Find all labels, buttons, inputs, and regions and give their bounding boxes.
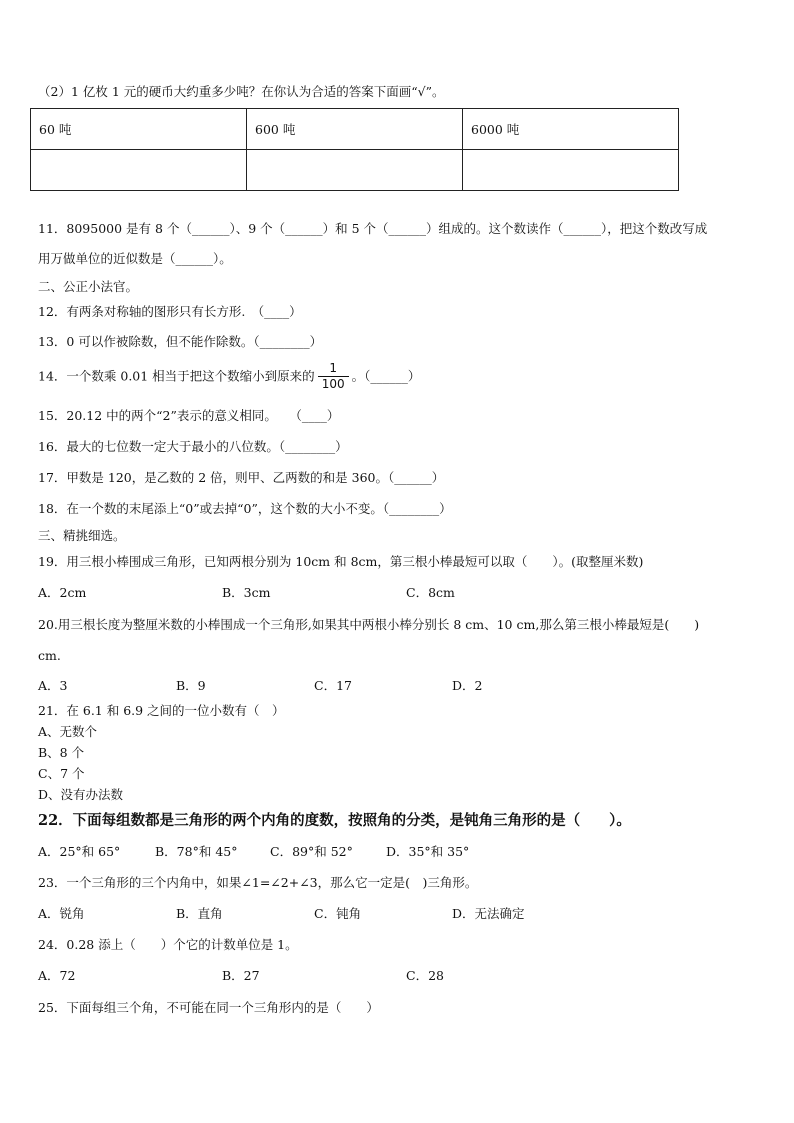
q22-option-b[interactable]: B．78°和 45° [155, 844, 238, 859]
q20-stem-unit: cm. [38, 648, 61, 663]
q11-line2: 用万做单位的近似数是（______）。 [38, 251, 232, 266]
q11-line1: 11．8095000 是有 8 个（______）、9 个（______）和 5 个（______）组成的。这个数读作（______），把这个数改写成 [38, 221, 708, 236]
fraction-one-hundredth [318, 361, 349, 392]
q10-part2-prompt: （2）1 亿枚 1 元的硬币大约重多少吨？在你认为合适的答案下面画“√”。 [38, 84, 445, 99]
q19-stem: 19．用三根小棒围成三角形，已知两根分别为 10cm 和 8cm，第三根小棒最短可以取（ ）。(取整厘米数) [38, 554, 644, 569]
q14-blank: 。（______） [351, 368, 421, 384]
q19-option-c[interactable]: C．8cm [406, 585, 455, 600]
q22-option-a[interactable]: A．25°和 65° [38, 844, 121, 859]
q25-stem: 25．下面每组三个角，不可能在同一个三角形内的是（ ） [38, 1000, 379, 1015]
q12: 12．有两条对称轴的图形只有长方形. （____） [38, 304, 302, 319]
q18: 18．在一个数的末尾添上“0”或去掉“0”，这个数的大小不变。（________） [38, 501, 452, 516]
q21-option-c[interactable]: C、7 个 [38, 766, 85, 781]
option-cell-60: 60 吨 [31, 109, 247, 150]
q24-option-b[interactable]: B．27 [222, 968, 260, 983]
q15: 15．20.12 中的两个“2”表示的意义相同。 （____） [38, 408, 340, 423]
q20-option-c[interactable]: C．17 [314, 678, 352, 693]
q24-stem: 24．0.28 添上（ ）个它的计数单位是 1。 [38, 937, 298, 952]
q14-stem: 14．一个数乘 0.01 相当于把这个数缩小到原来的 [38, 368, 315, 384]
q23-option-b[interactable]: B．直角 [176, 906, 223, 921]
q14 [38, 361, 420, 392]
q23-stem: 23．一个三角形的三个内角中，如果∠1=∠2+∠3，那么它一定是( )三角形。 [38, 875, 478, 890]
q20-option-b[interactable]: B．9 [176, 678, 206, 693]
option-cell-600: 600 吨 [247, 109, 463, 150]
q16: 16．最大的七位数一定大于最小的八位数。（________） [38, 439, 348, 454]
q17: 17．甲数是 120，是乙数的 2 倍，则甲、乙两数的和是 360。（______） [38, 470, 445, 485]
q20-option-a[interactable]: A．3 [38, 678, 68, 693]
answer-cell-600[interactable] [247, 150, 463, 191]
section-2-heading: 二、公正小法官。 [38, 279, 139, 294]
option-cell-6000: 6000 吨 [463, 109, 679, 150]
q23-option-d[interactable]: D．无法确定 [452, 906, 525, 921]
q19-option-a[interactable]: A．2cm [38, 585, 87, 600]
q20-stem: 20.用三根长度为整厘米数的小棒围成一个三角形,如果其中两根小棒分别长 8 cm、10 cm,那么第三根小棒最短是( ) [38, 617, 700, 632]
answer-choice-table [30, 108, 679, 191]
q20-option-d[interactable]: D．2 [452, 678, 483, 693]
q13: 13．0 可以作被除数，但不能作除数。（________） [38, 334, 323, 349]
section-3-heading: 三、精挑细选。 [38, 528, 126, 543]
q21-stem: 21．在 6.1 和 6.9 之间的一位小数有（ ） [38, 703, 285, 718]
answer-cell-60[interactable] [31, 150, 247, 191]
q21-option-b[interactable]: B、8 个 [38, 745, 85, 760]
q24-option-a[interactable]: A．72 [38, 968, 76, 983]
q23-option-a[interactable]: A．锐角 [38, 906, 85, 921]
q21-option-a[interactable]: A、无数个 [38, 724, 98, 739]
answer-cell-6000[interactable] [463, 150, 679, 191]
q22-option-d[interactable]: D．35°和 35° [386, 844, 470, 859]
q19-option-b[interactable]: B．3cm [222, 585, 271, 600]
q21-option-d[interactable]: D、没有办法数 [38, 787, 124, 802]
fraction-denominator: 100 [321, 377, 345, 391]
q23-option-c[interactable]: C．钝角 [314, 906, 362, 921]
q22-stem: 22．下面每组数都是三角形的两个内角的度数，按照角的分类，是钝角三角形的是（ ）。 [38, 812, 631, 829]
q24-option-c[interactable]: C．28 [406, 968, 444, 983]
fraction-numerator: 1 [318, 361, 349, 377]
q22-option-c[interactable]: C．89°和 52° [270, 844, 353, 859]
